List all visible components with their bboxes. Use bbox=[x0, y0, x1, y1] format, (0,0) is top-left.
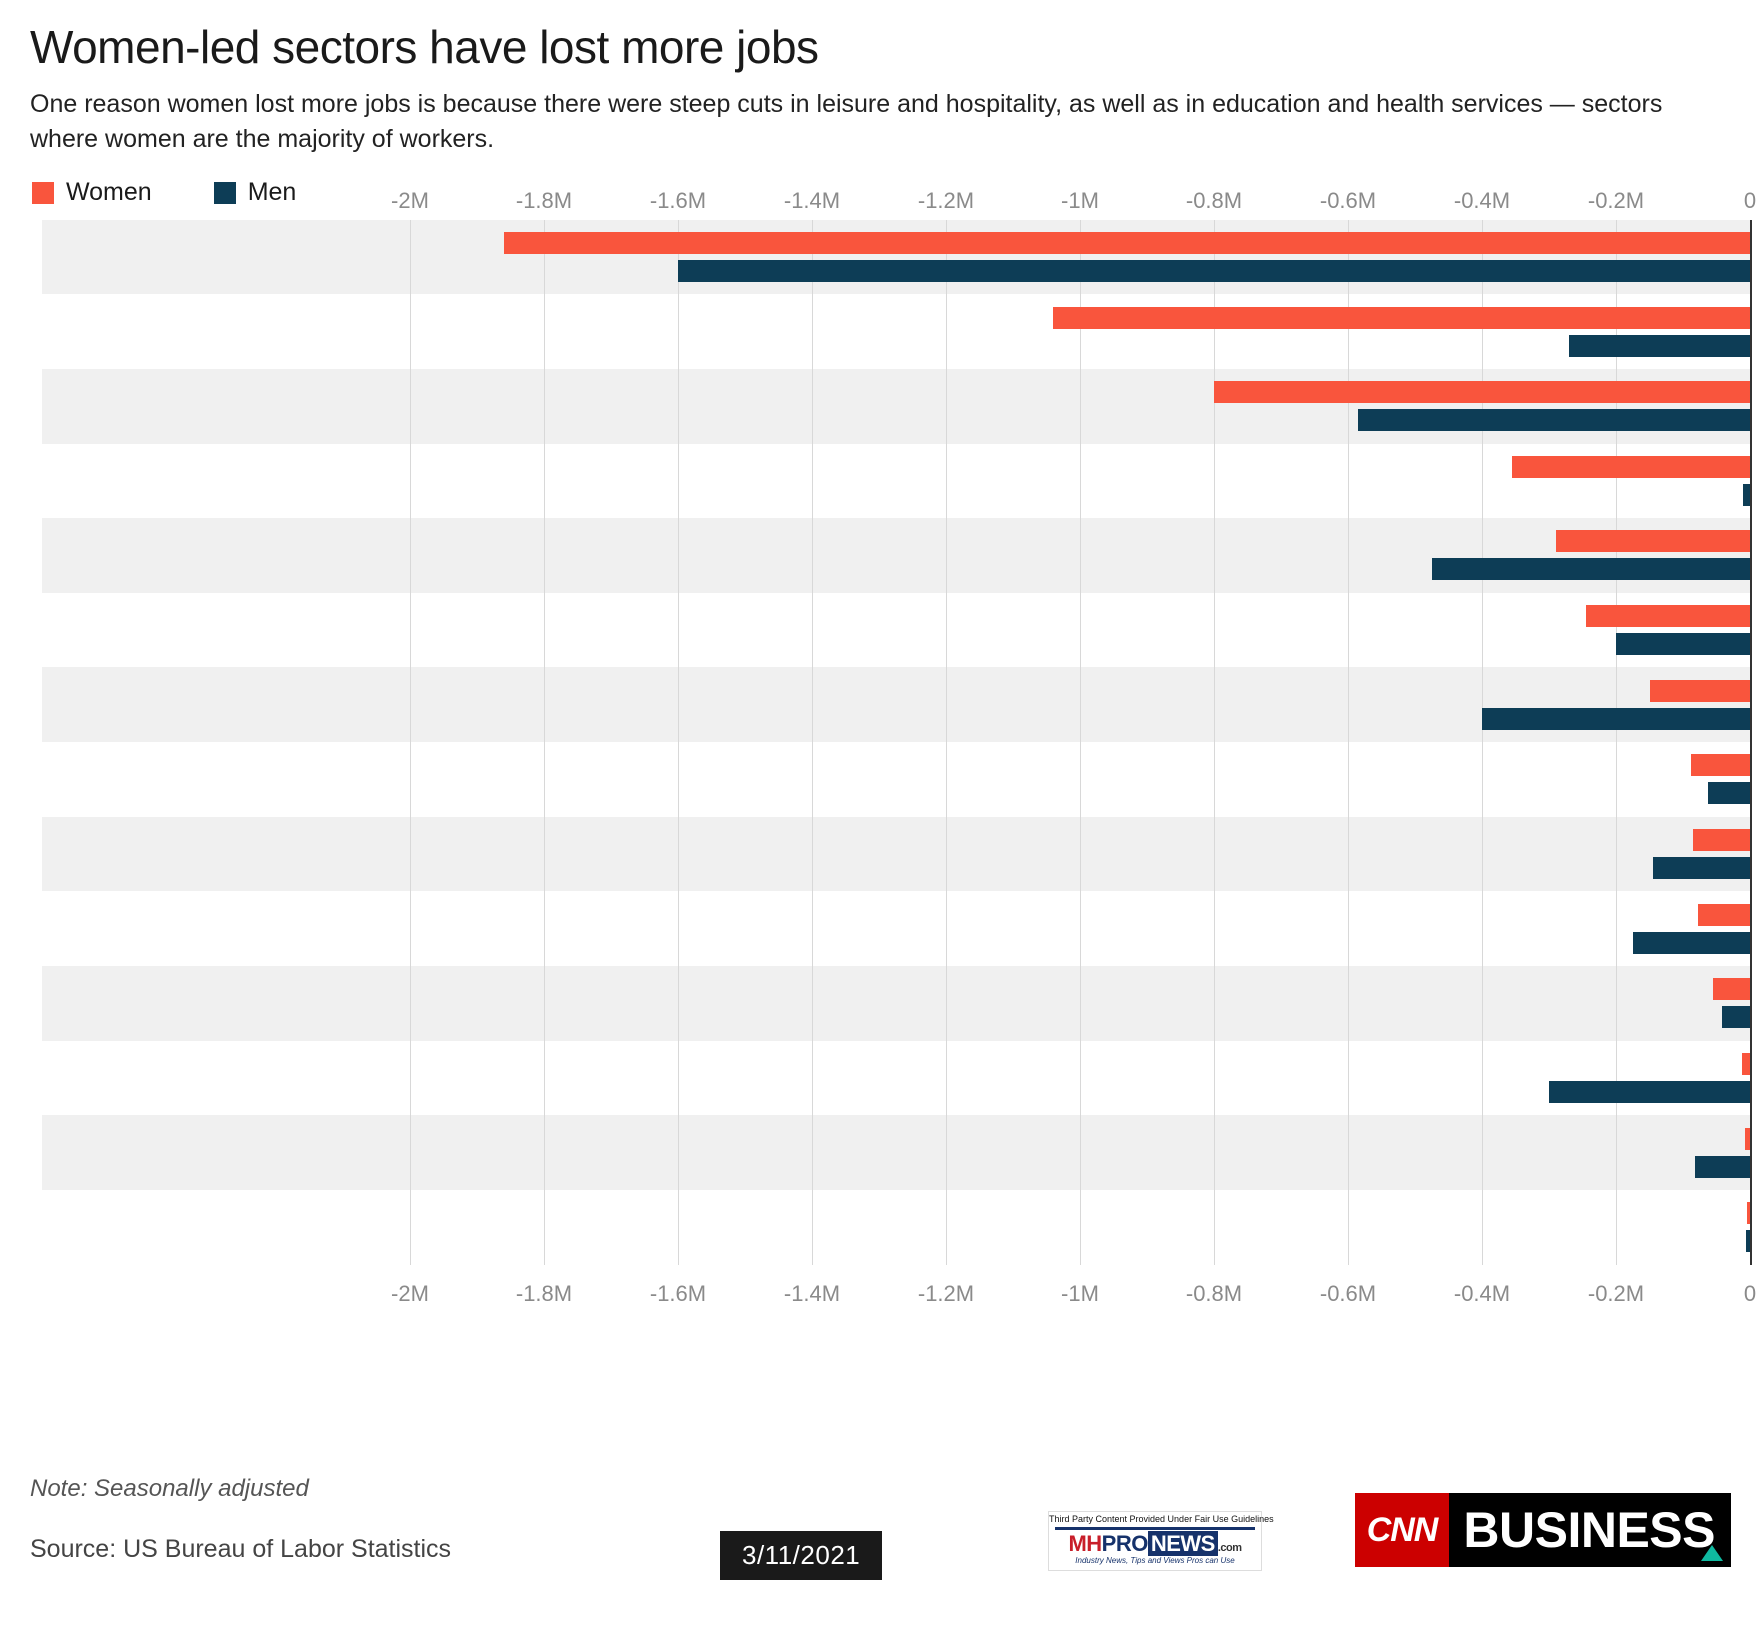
legend-label-men: Men bbox=[247, 178, 297, 207]
x-tick-label: -1.4M bbox=[783, 187, 841, 213]
mhpronews-rule bbox=[1055, 1527, 1255, 1530]
gridline bbox=[812, 220, 813, 1265]
x-tick-label: -2M bbox=[391, 187, 429, 213]
mhpronews-mh: MH bbox=[1068, 1531, 1102, 1557]
x-tick-label: -1M bbox=[1061, 187, 1099, 213]
chart-row-band bbox=[42, 817, 1750, 892]
x-tick-label: -1.2M bbox=[917, 187, 975, 213]
x-tick-label: -0.8M bbox=[1185, 187, 1243, 213]
x-tick-label: 0 bbox=[1743, 187, 1757, 213]
chart-row-band bbox=[42, 742, 1750, 817]
legend-label-women: Women bbox=[66, 178, 152, 207]
chart-row-band bbox=[42, 518, 1750, 593]
chart-row-band bbox=[42, 667, 1750, 742]
bar-women[interactable] bbox=[1053, 307, 1750, 329]
x-tick-label: -0.2M bbox=[1587, 187, 1645, 213]
chart-row-band bbox=[42, 593, 1750, 668]
x-tick-label: -1.2M bbox=[917, 1280, 975, 1306]
x-tick-label: -1.6M bbox=[649, 1280, 707, 1306]
mhpronews-dotcom: .com bbox=[1217, 1542, 1242, 1555]
bar-women[interactable] bbox=[1512, 456, 1750, 478]
gridline bbox=[544, 220, 545, 1265]
x-tick-label: 0 bbox=[1743, 1280, 1757, 1306]
chart-footer bbox=[30, 1469, 1731, 1619]
mhpronews-news: NEWS bbox=[1148, 1531, 1218, 1556]
bar-men[interactable] bbox=[1708, 782, 1750, 804]
bar-women[interactable] bbox=[1693, 829, 1750, 851]
bar-women[interactable] bbox=[1747, 1202, 1750, 1224]
x-tick-label: -1.8M bbox=[515, 187, 573, 213]
bar-men[interactable] bbox=[1695, 1156, 1750, 1178]
bar-men[interactable] bbox=[1653, 857, 1750, 879]
x-tick-label: -0.6M bbox=[1319, 1280, 1377, 1306]
cnn-business-logo bbox=[1355, 1493, 1731, 1567]
chart-row-band bbox=[42, 891, 1750, 966]
bar-men[interactable] bbox=[1616, 633, 1750, 655]
plot-area bbox=[391, 187, 1757, 1306]
gridline bbox=[1348, 220, 1349, 1265]
zero-axis-line bbox=[1750, 220, 1752, 1265]
bar-men[interactable] bbox=[1358, 409, 1750, 431]
bar-women[interactable] bbox=[1742, 1053, 1750, 1075]
chart-row-band bbox=[42, 966, 1750, 1041]
chart-row-band bbox=[42, 294, 1750, 369]
bar-women[interactable] bbox=[1691, 754, 1750, 776]
bar-women[interactable] bbox=[1745, 1128, 1750, 1150]
bar-men[interactable] bbox=[1432, 558, 1750, 580]
chart-row-band bbox=[42, 220, 1750, 295]
gridline bbox=[410, 220, 411, 1265]
mhpronews-disclaimer: Third Party Content Provided Under Fair Use Guidelines bbox=[1049, 1514, 1274, 1524]
chart-row-band bbox=[42, 1190, 1750, 1265]
x-tick-label: -1.4M bbox=[783, 1280, 841, 1306]
date-stamp: 3/11/2021 bbox=[720, 1531, 882, 1580]
mhpronews-wordmark bbox=[1049, 1532, 1261, 1556]
page-title: Women-led sectors have lost more jobs bbox=[30, 21, 819, 73]
cnn-mark: CNN bbox=[1355, 1493, 1450, 1567]
bar-women[interactable] bbox=[1713, 978, 1750, 1000]
x-axis-top bbox=[391, 186, 1757, 216]
bar-men[interactable] bbox=[1722, 1006, 1750, 1028]
x-tick-label: -0.4M bbox=[1453, 1280, 1511, 1306]
cnn-triangle-icon bbox=[1701, 1545, 1723, 1561]
mhpronews-logo bbox=[1048, 1511, 1274, 1571]
legend-item-men[interactable] bbox=[214, 178, 297, 207]
chart-row-band bbox=[42, 444, 1750, 519]
chart-row-band bbox=[42, 369, 1750, 444]
x-tick-label: -0.4M bbox=[1453, 187, 1511, 213]
x-tick-label: -2M bbox=[391, 1280, 429, 1306]
gridline bbox=[678, 220, 679, 1265]
bar-women[interactable] bbox=[1650, 680, 1751, 702]
footnote: Note: Seasonally adjusted bbox=[30, 1475, 309, 1502]
chart-row-band bbox=[42, 1041, 1750, 1116]
bar-men[interactable] bbox=[1633, 932, 1750, 954]
x-tick-label: -1.8M bbox=[515, 1280, 573, 1306]
x-tick-label: -0.6M bbox=[1319, 187, 1377, 213]
legend-item-women[interactable] bbox=[32, 178, 152, 207]
page-subtitle: One reason women lost more jobs is because there were steep cuts in leisure and hospitality, as well as in education and health services — sectors where women are the majority of workers. bbox=[30, 89, 1663, 154]
bar-men[interactable] bbox=[1549, 1081, 1750, 1103]
mhpronews-tagline: Industry News, Tips and Views Pros can Use bbox=[1075, 1556, 1235, 1566]
legend-swatch-men bbox=[214, 182, 236, 204]
bar-men[interactable] bbox=[1482, 708, 1750, 730]
x-axis-bottom bbox=[391, 1275, 1757, 1306]
gridline bbox=[1482, 220, 1483, 1265]
x-tick-label: -0.2M bbox=[1587, 1280, 1645, 1306]
x-tick-label: -1M bbox=[1061, 1280, 1099, 1306]
bar-women[interactable] bbox=[1556, 530, 1750, 552]
bar-men[interactable] bbox=[1569, 335, 1750, 357]
bar-men[interactable] bbox=[678, 260, 1750, 282]
bar-men[interactable] bbox=[1743, 484, 1750, 506]
gridline bbox=[1080, 220, 1081, 1265]
gridline bbox=[1214, 220, 1215, 1265]
x-tick-label: -0.8M bbox=[1185, 1280, 1243, 1306]
mhpronews-pro: PRO bbox=[1101, 1531, 1148, 1557]
bar-women[interactable] bbox=[1698, 904, 1750, 926]
legend-swatch-women bbox=[32, 182, 54, 204]
bar-women[interactable] bbox=[1586, 605, 1750, 627]
gridline bbox=[1616, 220, 1617, 1265]
bar-women[interactable] bbox=[504, 232, 1750, 254]
gridline bbox=[946, 220, 947, 1265]
x-tick-label: -1.6M bbox=[649, 187, 707, 213]
chart-row-band bbox=[42, 1115, 1750, 1190]
bar-women[interactable] bbox=[1214, 381, 1750, 403]
source-text: Source: US Bureau of Labor Statistics bbox=[30, 1535, 452, 1563]
cnn-business-word: BUSINESS bbox=[1463, 1502, 1715, 1558]
bar-men[interactable] bbox=[1746, 1230, 1750, 1252]
